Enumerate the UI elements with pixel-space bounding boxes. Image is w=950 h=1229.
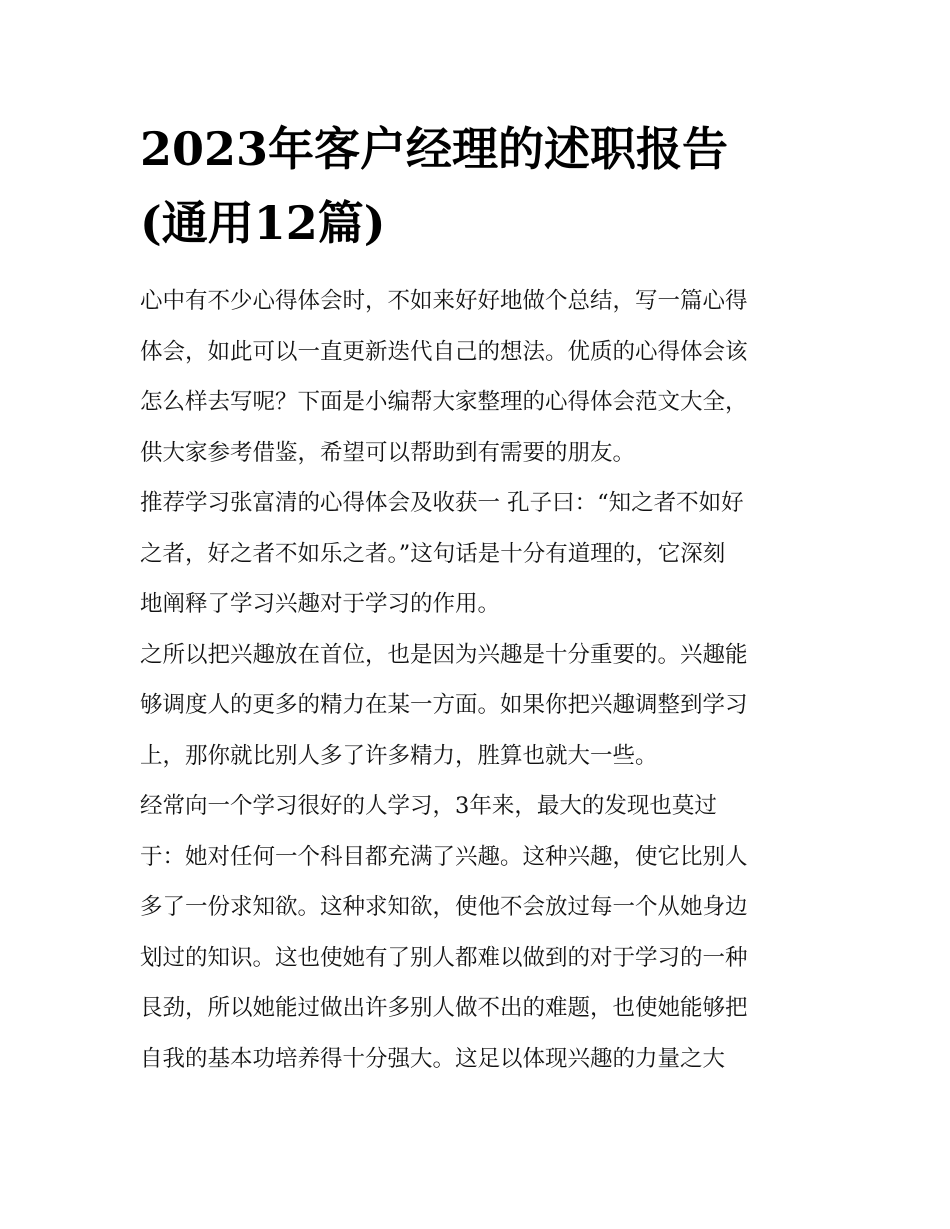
text-line: 之者，好之者不如乐之者。”这句话是十分有道理的，它深刻: [140, 540, 726, 567]
text-line: 地阐释了学习兴趣对于学习的作用。: [140, 591, 501, 617]
text-line: 心中有不少心得体会时，不如来好好地做个总结，写一篇心得: [140, 288, 748, 314]
text-line: 于：她对任何一个科目都充满了兴趣。这种兴趣，使它比别人: [140, 843, 748, 870]
document-body: [140, 276, 815, 1084]
text-line: 划过的知识。这也使她有了别人都难以做到的对于学习的一种: [140, 944, 748, 971]
title-line-1: 2023年客户经理的述职报告: [140, 122, 729, 176]
document-title: [140, 112, 830, 260]
text-line: 多了一份求知欲。这种求知欲，使他不会放过每一个从她身边: [140, 894, 748, 920]
text-line: 自我的基本功培养得十分强大。这足以体现兴趣的力量之大: [140, 1045, 726, 1072]
text-line: 上，那你就比别人多了许多精力，胜算也就大一些。: [140, 742, 658, 769]
text-line: 艮劲，所以她能过做出许多别人做不出的难题，也使她能够把: [140, 995, 748, 1021]
text-line: 之所以把兴趣放在首位，也是因为兴趣是十分重要的。兴趣能: [140, 641, 748, 668]
paragraph-example: [140, 781, 815, 1084]
text-line: 供大家参考借鉴，希望可以帮助到有需要的朋友。: [140, 439, 636, 466]
paragraph-interest: [140, 630, 815, 782]
text-line: 体会，如此可以一直更新迭代自己的想法。优质的心得体会该: [140, 338, 748, 365]
paragraph-recommendation: [140, 478, 815, 630]
text-line: 怎么样去写呢？下面是小编帮大家整理的心得体会范文大全，: [140, 389, 748, 415]
title-line-2: (通用12篇): [140, 196, 386, 250]
text-line: 推荐学习张富清的心得体会及收获一 孔子曰：“知之者不如好: [140, 490, 744, 516]
text-line: 经常向一个学习很好的人学习，3年来，最大的发现也莫过: [140, 793, 717, 819]
paragraph-intro: [140, 276, 815, 478]
text-line: 够调度人的更多的精力在某一方面。如果你把兴趣调整到学习: [140, 692, 748, 718]
